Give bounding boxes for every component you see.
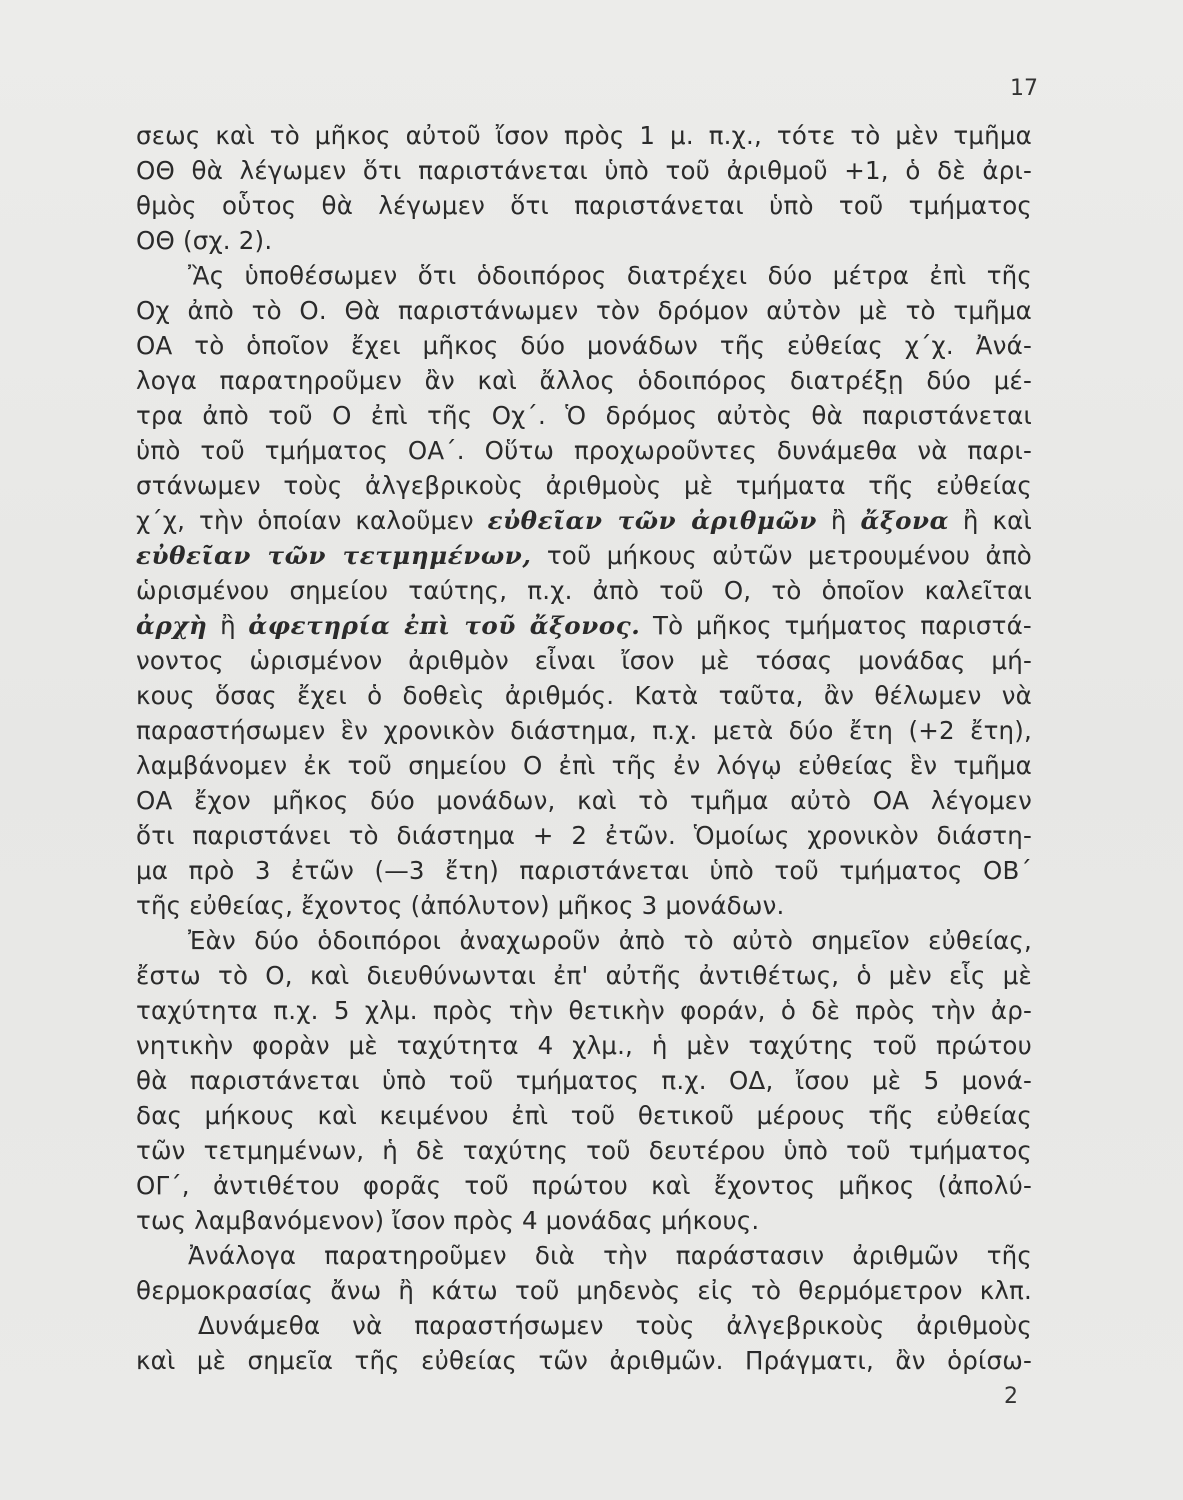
text-line: τως λαμβανόμενον) ἴσον πρὸς 4 μονάδας μήκους. [136, 1206, 760, 1235]
text-line: παραστήσωμεν ἓν χρονικὸν διάστημα, π.χ. μετὰ δύο ἔτη (+2 ἔτη), [136, 716, 1032, 745]
text-line: κους ὅσας ἔχει ὁ δοθεὶς ἀριθμός. Κατὰ ταῦτα, ἂν θέλωμεν νὰ [136, 681, 1032, 710]
text-line: ἔστω τὸ Ο, καὶ διευθύνωνται ἐπ' αὐτῆς ἀντιθέτως, ὁ μὲν εἷς μὲ [136, 961, 1032, 990]
paragraph-start-line: Δυνάμεθα νὰ παραστήσωμεν τοὺς ἀλγεβρικοὺς ἀριθμοὺς [198, 1311, 1032, 1340]
term-origin-of-axis: ἀφετηρία ἐπὶ τοῦ ἄξονος. [248, 611, 641, 640]
text-line: ΟΑ τὸ ὁποῖον ἔχει μῆκος δύο μονάδων τῆς εὐθείας χ΄χ. Ἀνά- [136, 331, 1032, 360]
text-line: θμὸς οὗτος θὰ λέγωμεν ὅτι παριστάνεται ὑπὸ τοῦ τμήματος [136, 191, 1032, 220]
text-line: μα πρὸ 3 ἐτῶν (—3 ἔτη) παριστάνεται ὑπὸ τοῦ τμήματος ΟΒ΄ [136, 856, 1032, 885]
text-line-with-terms [136, 608, 1032, 643]
body-text [136, 118, 1032, 1378]
text-line: σεως καὶ τὸ μῆκος αὐτοῦ ἴσον πρὸς 1 μ. π.χ., τότε τὸ μὲν τμῆμα [136, 121, 1032, 150]
line-text: ἢ [207, 611, 249, 640]
text-line: θὰ παριστάνεται ὑπὸ τοῦ τμήματος π.χ. ΟΔ, ἴσου μὲ 5 μονά- [136, 1066, 1032, 1095]
signature-mark: 2 [1004, 1384, 1018, 1409]
text-line: ὅτι παριστάνει τὸ διάστημα + 2 ἐτῶν. Ὁμοίως χρονικὸν διάστη- [136, 821, 1032, 850]
paragraph-start-line: Ἂς ὑποθέσωμεν ὅτι ὁδοιπόρος διατρέχει δύο μέτρα ἐπὶ τῆς [188, 261, 1032, 290]
text-line: νητικὴν φορὰν μὲ ταχύτητα 4 χλμ., ἡ μὲν ταχύτης τοῦ πρώτου [136, 1031, 1032, 1060]
paragraph-start-line: Ἐὰν δύο ὁδοιπόροι ἀναχωροῦν ἀπὸ τὸ αὐτὸ σημεῖον εὐθείας, [188, 926, 1032, 955]
text-line: ὑπὸ τοῦ τμήματος ΟΑ΄. Οὕτω προχωροῦντες δυνάμεθα νὰ παρι- [136, 436, 1032, 465]
line-text: Τὸ μῆκος τμήματος παριστά- [640, 611, 1032, 640]
line-text: ἢ καὶ [949, 506, 1032, 535]
text-line: θερμοκρασίας ἄνω ἢ κάτω τοῦ μηδενὸς εἰς τὸ θερμόμετρον κλπ. [136, 1276, 1032, 1305]
term-number-line: εὐθεῖαν τῶν ἀριθμῶν [487, 506, 818, 535]
text-line: ΟΘ θὰ λέγωμεν ὅτι παριστάνεται ὑπὸ τοῦ ἀριθμοῦ +1, ὁ δὲ ἀρι- [136, 156, 1032, 185]
text-line: στάνωμεν τοὺς ἀλγεβρικοὺς ἀριθμοὺς μὲ τμήματα τῆς εὐθείας [136, 471, 1032, 500]
text-line: ΟΘ (σχ. 2). [136, 226, 273, 255]
line-text: ἢ [817, 506, 861, 535]
text-line: τῆς εὐθείας, ἔχοντος (ἀπόλυτον) μῆκος 3 μονάδων. [136, 891, 785, 920]
text-line: νοντος ὡρισμένον ἀριθμὸν εἶναι ἴσον μὲ τόσας μονάδας μή- [136, 646, 1032, 675]
text-line: τρα ἀπὸ τοῦ Ο ἐπὶ τῆς Οχ΄. Ὁ δρόμος αὐτὸς θὰ παριστάνεται [136, 401, 1032, 430]
text-line: ΟΓ΄, ἀντιθέτου φορᾶς τοῦ πρώτου καὶ ἔχοντος μῆκος (ἀπολύ- [136, 1171, 1032, 1200]
text-line: τῶν τετμημένων, ἡ δὲ ταχύτης τοῦ δευτέρου ὑπὸ τοῦ τμήματος [136, 1136, 1032, 1165]
term-origin: ἀρχὴ [136, 611, 208, 640]
line-text: τοῦ μήκους αὐτῶν μετρουμένου ἀπὸ [531, 541, 1032, 570]
text-line: λογα παρατηροῦμεν ἂν καὶ ἄλλος ὁδοιπόρος διατρέξῃ δύο μέ- [136, 366, 1032, 395]
paragraph-start-line: Ἀνάλογα παρατηροῦμεν διὰ τὴν παράστασιν ἀριθμῶν τῆς [188, 1241, 1032, 1270]
text-line: ὡρισμένου σημείου ταύτης, π.χ. ἀπὸ τοῦ Ο, τὸ ὁποῖον καλεῖται [136, 576, 1032, 605]
text-line: δας μήκους καὶ κειμένου ἐπὶ τοῦ θετικοῦ μέρους τῆς εὐθείας [136, 1101, 1032, 1130]
text-line-with-terms [136, 503, 1032, 538]
term-axis: ἄξονα [860, 506, 950, 535]
text-line: ταχύτητα π.χ. 5 χλμ. πρὸς τὴν θετικὴν φοράν, ὁ δὲ πρὸς τὴν ἀρ- [136, 996, 1032, 1025]
line-text: χ΄χ, τὴν ὁποίαν καλοῦμεν [136, 506, 488, 535]
page-number: 17 [1010, 76, 1038, 101]
text-line: καὶ μὲ σημεῖα τῆς εὐθείας τῶν ἀριθμῶν. Πράγματι, ἂν ὁρίσω- [136, 1346, 1032, 1375]
term-abscissa-line: εὐθεῖαν τῶν τετμημένων, [136, 541, 532, 570]
text-line: λαμβάνομεν ἐκ τοῦ σημείου Ο ἐπὶ τῆς ἐν λόγῳ εὐθείας ἓν τμῆμα [136, 751, 1032, 780]
text-line-with-terms [136, 538, 1032, 573]
text-line: Οχ ἀπὸ τὸ Ο. Θὰ παριστάνωμεν τὸν δρόμον αὐτὸν μὲ τὸ τμῆμα [136, 296, 1032, 325]
text-line: ΟΑ ἔχον μῆκος δύο μονάδων, καὶ τὸ τμῆμα αὐτὸ ΟΑ λέγομεν [136, 786, 1032, 815]
